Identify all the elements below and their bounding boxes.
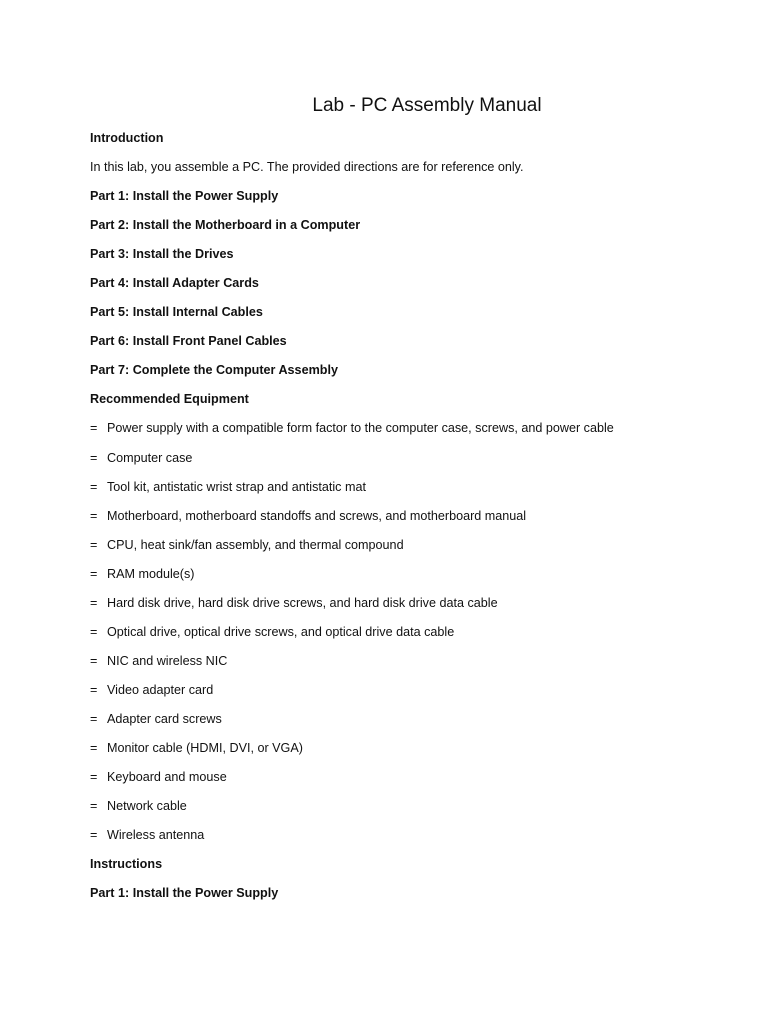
equipment-item	[90, 593, 730, 622]
equipment-item-text: Motherboard, motherboard standoffs and screws, and motherboard manual	[107, 508, 527, 523]
bullet-marker: =	[90, 770, 98, 785]
instructions-part-1-heading: Part 1: Install the Power Supply	[90, 886, 279, 901]
part-heading-7: Part 7: Complete the Computer Assembly	[90, 363, 338, 378]
equipment-item-text: Network cable	[107, 799, 187, 814]
document-body	[90, 128, 730, 912]
equipment-item-text: CPU, heat sink/fan assembly, and thermal compound	[107, 537, 404, 552]
equipment-item	[90, 680, 730, 709]
equipment-item	[90, 651, 730, 680]
equipment-item-text: Hard disk drive, hard disk drive screws, and hard disk drive data cable	[107, 595, 498, 610]
equipment-item	[90, 767, 730, 796]
equipment-item-text: Tool kit, antistatic wrist strap and antistatic mat	[107, 479, 366, 494]
equipment-item-text: Wireless antenna	[107, 828, 205, 843]
part-heading-5: Part 5: Install Internal Cables	[90, 305, 263, 320]
bullet-marker: =	[90, 624, 98, 639]
equipment-item-text: Power supply with a compatible form factor to the computer case, screws, and power cable	[107, 421, 614, 436]
bullet-marker: =	[90, 828, 98, 843]
equipment-item	[90, 738, 730, 767]
bullet-marker: =	[90, 682, 98, 697]
equipment-heading: Recommended Equipment	[90, 392, 249, 407]
equipment-item-text: Video adapter card	[107, 682, 214, 697]
equipment-item-text: RAM module(s)	[107, 566, 195, 581]
bullet-marker: =	[90, 595, 98, 610]
bullet-marker: =	[90, 537, 98, 552]
part-heading-6: Part 6: Install Front Panel Cables	[90, 334, 287, 349]
bullet-marker: =	[90, 421, 98, 436]
bullet-marker: =	[90, 653, 98, 668]
part-heading-3: Part 3: Install the Drives	[90, 247, 234, 262]
part-heading-2: Part 2: Install the Motherboard in a Computer	[90, 218, 361, 233]
equipment-item-text: Computer case	[107, 450, 193, 465]
equipment-item	[90, 709, 730, 738]
equipment-item	[90, 796, 730, 825]
instructions-heading: Instructions	[90, 857, 163, 872]
equipment-item-text: Keyboard and mouse	[107, 770, 227, 785]
bullet-marker: =	[90, 740, 98, 755]
part-heading-4: Part 4: Install Adapter Cards	[90, 276, 259, 291]
bullet-marker: =	[90, 711, 98, 726]
equipment-item	[90, 418, 730, 447]
equipment-item	[90, 825, 730, 854]
equipment-item-text: Optical drive, optical drive screws, and optical drive data cable	[107, 624, 455, 639]
equipment-item-text: Monitor cable (HDMI, DVI, or VGA)	[107, 740, 303, 755]
equipment-item	[90, 622, 730, 651]
introduction-text: In this lab, you assemble a PC. The provided directions are for reference only.	[90, 160, 524, 175]
bullet-marker: =	[90, 566, 98, 581]
equipment-item	[90, 448, 730, 477]
document-title: Lab - PC Assembly Manual	[312, 95, 542, 116]
equipment-item	[90, 535, 730, 564]
equipment-item	[90, 564, 730, 593]
bullet-marker: =	[90, 450, 98, 465]
bullet-marker: =	[90, 799, 98, 814]
equipment-item-text: NIC and wireless NIC	[107, 653, 228, 668]
bullet-marker: =	[90, 508, 98, 523]
bullet-marker: =	[90, 479, 98, 494]
equipment-item	[90, 477, 730, 506]
introduction-heading: Introduction	[90, 131, 164, 145]
equipment-item	[90, 506, 730, 535]
part-heading-1: Part 1: Install the Power Supply	[90, 189, 279, 204]
equipment-item-text: Adapter card screws	[107, 711, 222, 726]
